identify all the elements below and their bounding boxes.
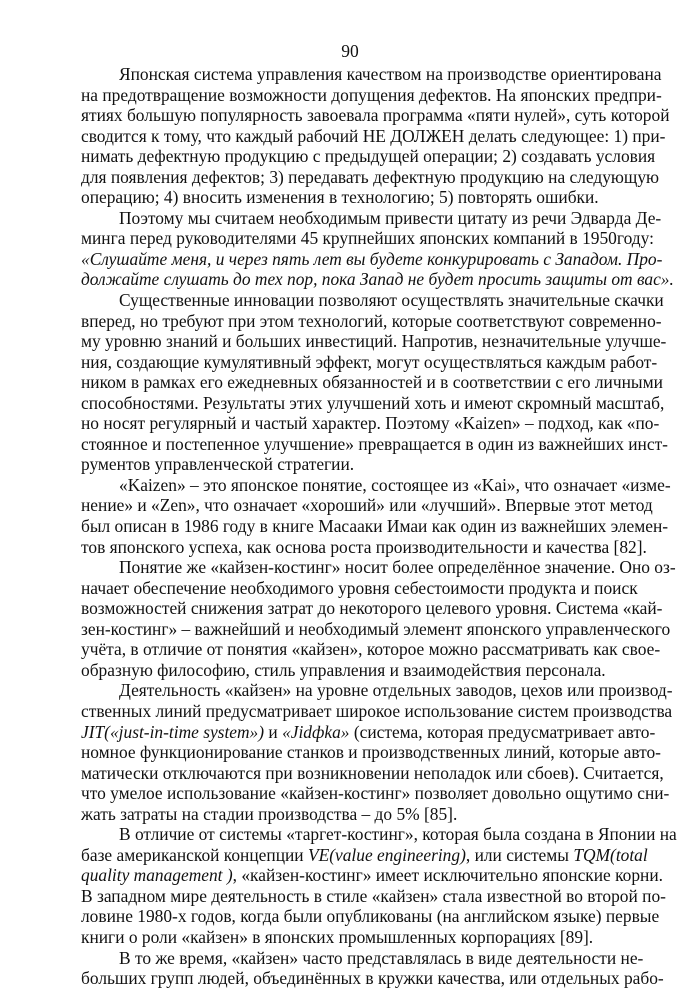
italic-term: TQM(total	[573, 844, 648, 865]
paragraph-target-costing	[81, 824, 677, 947]
text-line: Существенные инновации позволяют осуществлять значительные скачки	[119, 290, 664, 311]
text-line: «Kaizen» – это японское понятие, состоящее из «Kai», что означает «изме-	[119, 474, 671, 495]
text-line: был описан в 1986 году в книге Масааки Имаи как один из важнейших элемен-	[81, 516, 669, 537]
text-line: ятиях большую популярность завоевала программа «пяти нулей», суть которой	[81, 105, 670, 126]
italic-term: JIT(«just-in-time system»)	[81, 721, 265, 742]
text-line-tqm: quality management ), «кайзен-костинг» имеет исключительно японские корни.	[81, 865, 664, 886]
text-line: ственных линий предусматривает широкое использование систем производства	[81, 700, 673, 721]
text-line: нимать дефектную продукцию с предыдущей операции; 2) создавать условия	[81, 146, 656, 167]
text-line: операцию; 4) вносить изменения в технологию; 5) повторять ошибки.	[81, 187, 599, 208]
paragraph-five-zeros	[81, 64, 670, 208]
text-line-jit: JIT(«just-in-time system») и «Jidфka» (система, которая предусматривает авто-	[81, 721, 656, 742]
text-line: Поэтому мы считаем необходимым привести цитату из речи Эдварда Де-	[119, 207, 662, 228]
text-line: книги о роли «кайзен» в японских промышленных корпорациях [89].	[81, 926, 594, 947]
text-line: минга перед руководителями 45 крупнейших японских компаний в 1950году:	[81, 228, 654, 249]
text-line: больших групп людей, объединённых в кружки качества, или отдельных рабо-	[81, 968, 664, 989]
paragraph-kaizen-costing	[81, 557, 676, 680]
text-line: зен-костинг» – важнейший и необходимый элемент японского управленческого	[81, 618, 671, 639]
text-line: для появления дефектов; 3) передавать дефектную продукцию на следующую	[81, 166, 660, 187]
text-line: что умелое использование «кайзен-костинг» позволяет довольно ощутимо сни-	[81, 783, 670, 804]
page-number: 90	[341, 41, 359, 61]
quote-line: «Слушайте меня, и через пять лет вы будете конкурировать с Западом. Про-	[81, 248, 663, 269]
text-line: номное функционирование станков и производственных линий, которые авто-	[81, 742, 661, 763]
text-line: В то же время, «кайзен» часто представлялась в виде деятельности не-	[119, 947, 644, 968]
text-line: ния, создающие кумулятивный эффект, могут осуществляться каждым работ-	[81, 351, 658, 372]
text-line: Понятие же «кайзен-костинг» носит более определённое значение. Оно оз-	[119, 557, 676, 578]
text-line: В западном мире деятельность в стиле «кайзен» стала известной во второй по-	[81, 885, 666, 906]
body-text	[81, 64, 677, 989]
text-line: на предотвращение возможности допущения дефектов. На японских предпри-	[81, 84, 662, 105]
text-line: сводится к тому, что каждый рабочий НЕ ДОЛЖЕН делать следующее: 1) при-	[81, 125, 666, 146]
text-line: тов японского успеха, как основа роста производительности и качества [82].	[81, 536, 647, 557]
paragraph-quality-circles	[81, 947, 664, 989]
italic-term: VE(value engineering)	[307, 844, 466, 865]
paragraph-kaizen-definition	[81, 474, 671, 557]
text-line: но носят регулярный и частый характер. Поэтому «Kaizen» – подход, как «по-	[81, 413, 660, 434]
text-line: матически отключаются при возникновении неполадок или сбоев). Считается,	[81, 762, 664, 783]
text-line: возможностей снижения затрат до некоторого целевого уровня. Система «кай-	[81, 598, 663, 619]
text-line: учёта, в отличие от понятия «кайзен», которое можно рассматривать как свое-	[81, 639, 661, 660]
text-line: ловине 1980-х годов, когда были опубликованы (на английском языке) первые	[81, 906, 660, 927]
text-line: В отличие от системы «таргет-костинг», которая была создана в Японии на	[119, 824, 677, 845]
text-line: способностями. Результаты этих улучшений хоть и имеют скромный масштаб,	[81, 392, 665, 413]
quote-line: должайте слушать до тех пор, пока Запад не будет просить защиты от вас».	[81, 269, 674, 290]
paragraph-kaizen-activity	[81, 680, 673, 824]
text-line: Японская система управления качеством на производстве ориентирована	[119, 64, 662, 84]
text-line: ником в рамках его ежедневных обязанностей и в соответствии с его личными	[81, 372, 663, 393]
text-line: нение» и «Zen», что означает «хороший» или «лучший». Впервые этот метод	[81, 495, 653, 516]
text-line: начает обеспечение необходимого уровня себестоимости продукта и поиск	[81, 577, 638, 598]
text-line: му уровню знаний и больших инвестиций. Напротив, незначительные улучше-	[81, 331, 667, 352]
text-line: Деятельность «кайзен» на уровне отдельных заводов, цехов или производ-	[119, 680, 673, 701]
italic-term: quality management )	[81, 865, 233, 886]
paragraph-deming-quote	[81, 207, 674, 290]
italic-term: «Jidфka»	[282, 721, 350, 742]
paragraph-innovations	[81, 290, 668, 475]
text-line: образную философию, стиль управления и взаимодействия персонала.	[81, 659, 606, 680]
text-line: стоянное и постепенное улучшение» превращается в один из важнейших инст-	[81, 433, 668, 454]
text-line: вперед, но требуют при этом технологий, которые соответствуют современно-	[81, 310, 662, 331]
text-line: рументов управленческой стратегии.	[81, 454, 355, 475]
text-line-ve-tqm: базе американской концепции VE(value engineering), или системы TQM(total	[81, 844, 648, 865]
text-line: жать затраты на стадии производства – до 5% [85].	[81, 803, 458, 824]
